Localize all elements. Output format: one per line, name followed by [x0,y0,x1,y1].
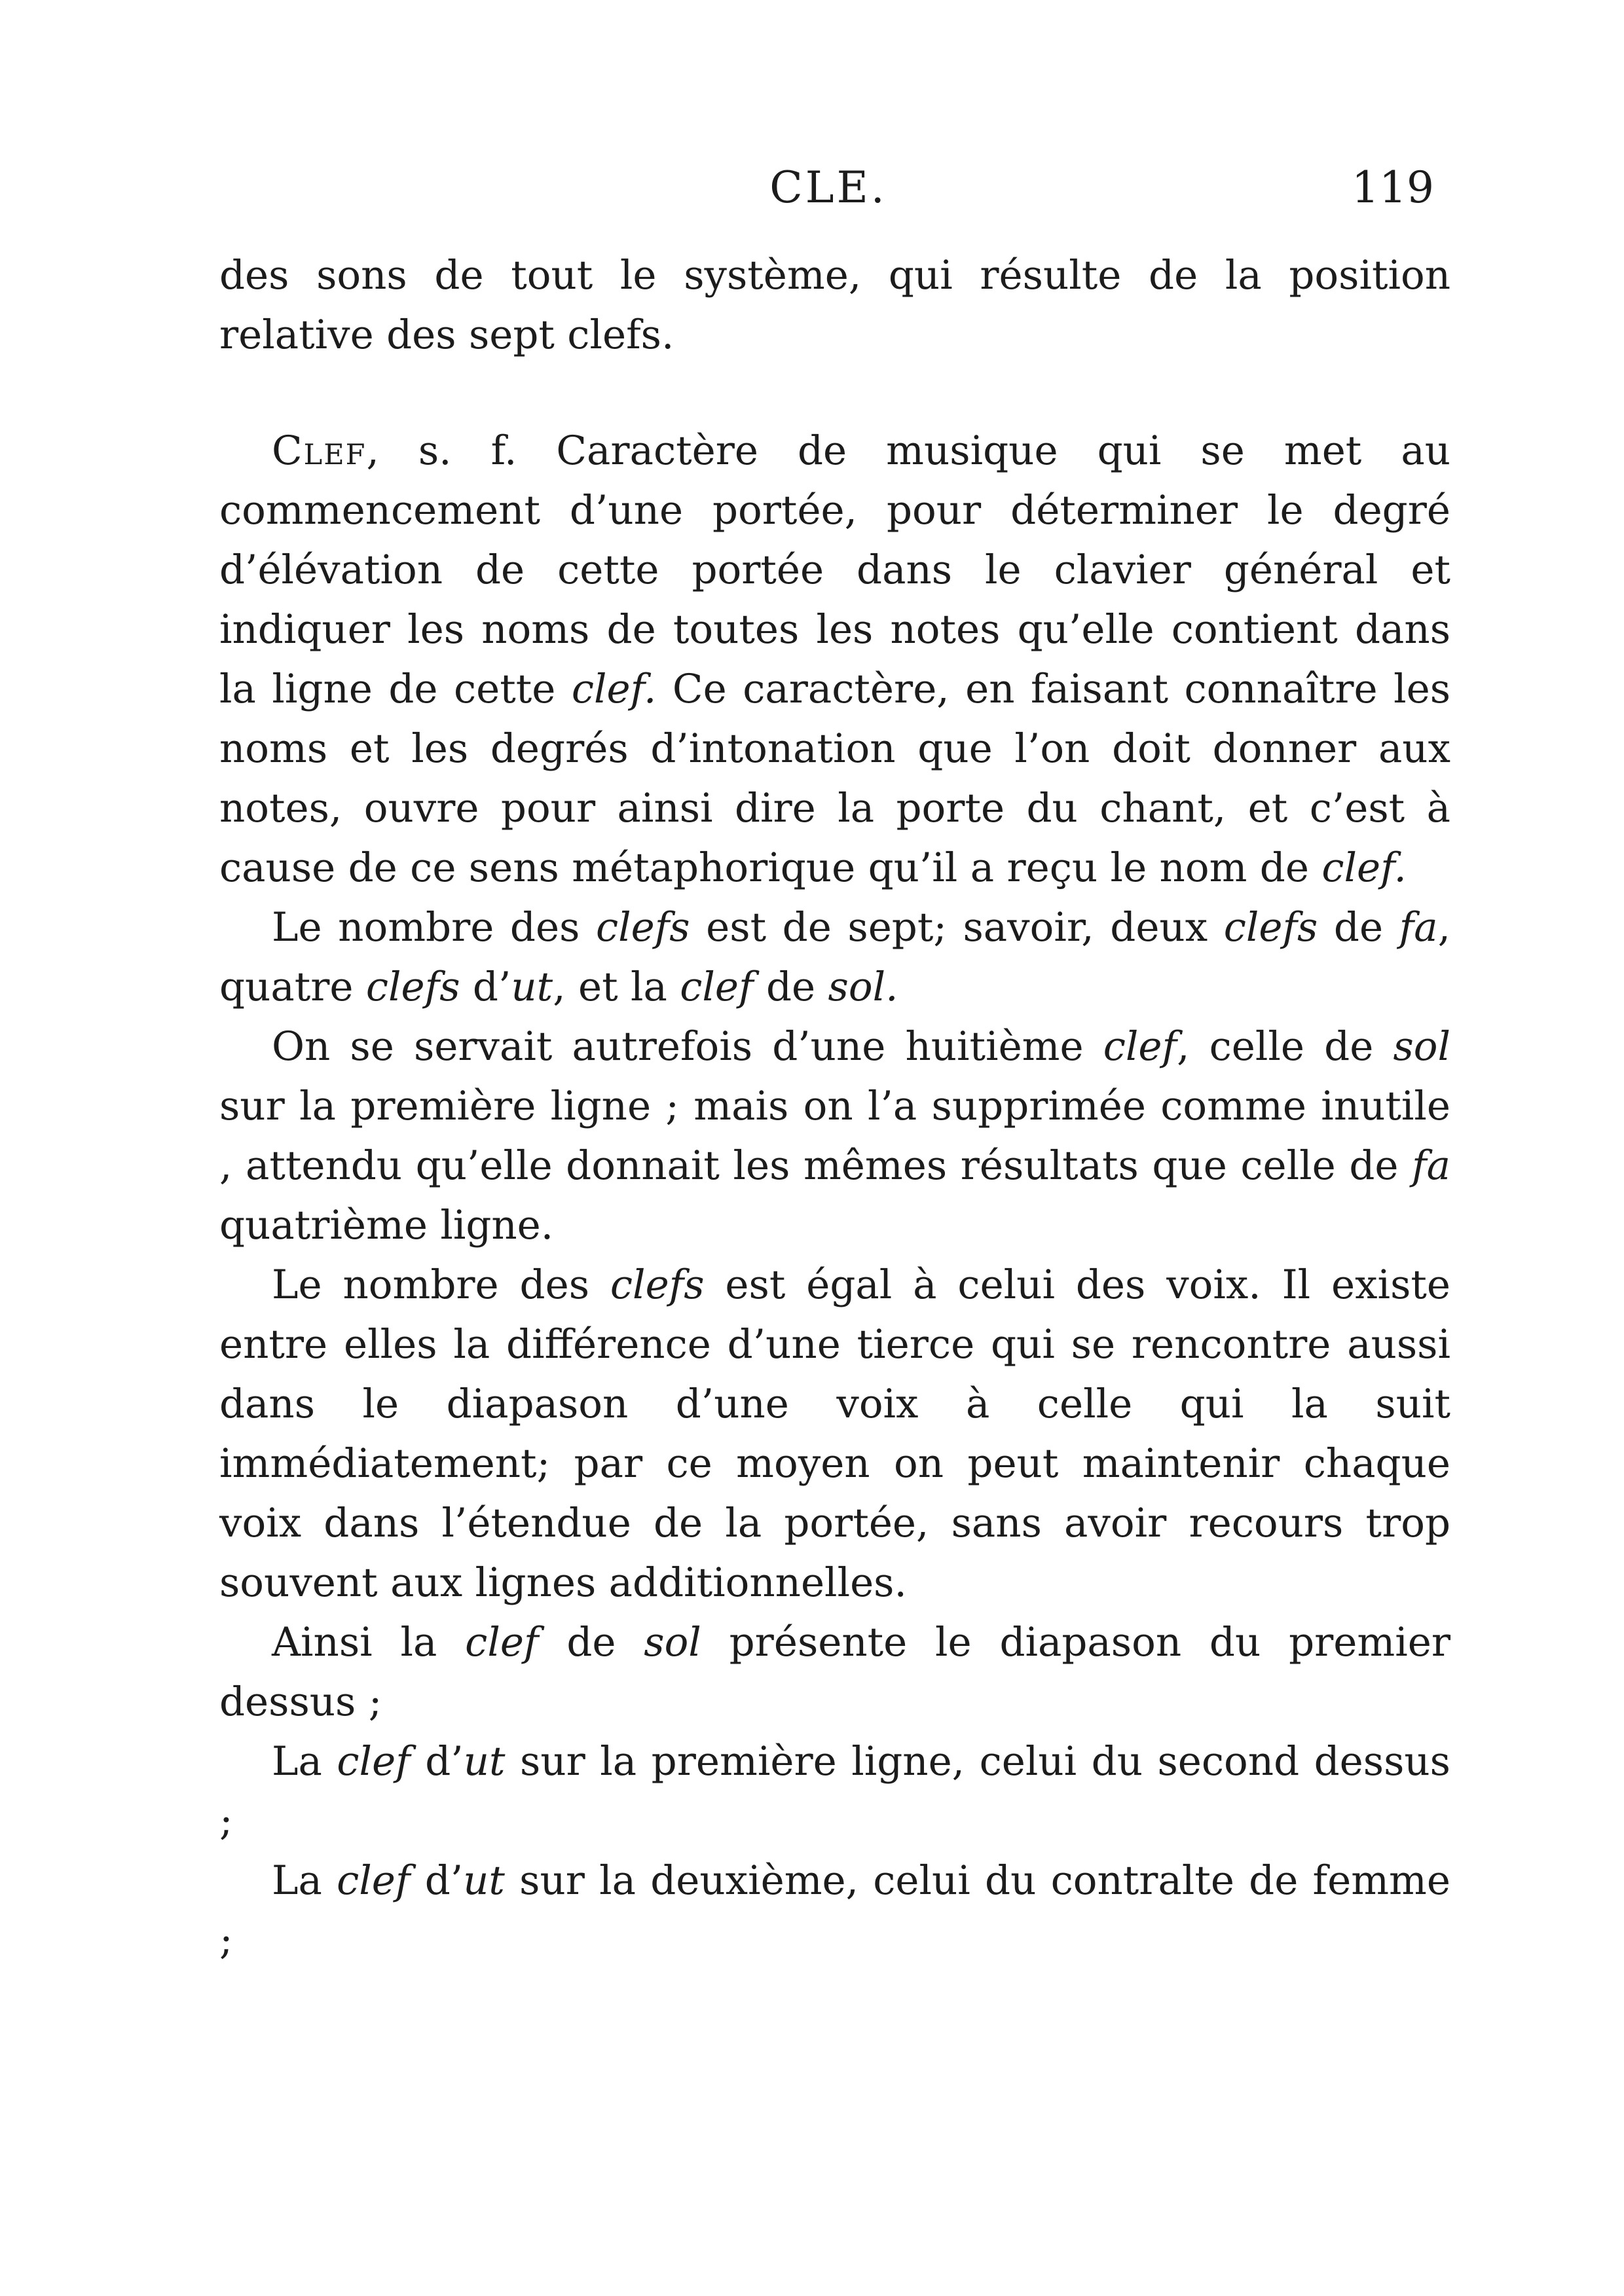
text-run: quatrième ligne. [219,1202,554,1248]
text-run: sur la première ligne ; mais on l’a supprimée comme inutile , attendu qu’elle donnait les mêmes résultats que celle de [219,1083,1450,1189]
text-run: de [753,964,828,1010]
italic-term: sol [1393,1023,1450,1070]
text-run: La [272,1857,337,1904]
text-run: d’ [410,1738,464,1785]
text-run: Ce caractère, en faisant connaître les noms et les degrés d’intonation que l’on doit donner aux notes, ouvre pour ainsi dire la porte du chant, et c’est à cause de ce sens métaphorique qu’il a reçu le nom de [219,666,1451,891]
text-run: Le nombre des [272,904,596,951]
text-run: d’ [460,964,511,1010]
italic-term: ut [511,964,553,1010]
italic-term: fa [1399,904,1438,951]
italic-term: clef. [1321,845,1407,891]
text-run: On se servait autrefois d’une huitième [272,1023,1103,1070]
text-run: est de sept; savoir, deux [690,904,1224,951]
text-run: Le nombre des [272,1262,610,1308]
italic-term: sol. [828,964,898,1010]
text-run: , et la [553,964,680,1010]
italic-term: clefs [610,1262,705,1308]
italic-term: clefs [365,964,460,1010]
paragraph-number-of-clefs [219,898,1450,1017]
italic-term: sol [644,1619,701,1666]
text-run: La [272,1738,337,1785]
text-run: sur la deuxième, celui du contralte de femme ; [219,1857,1450,1963]
text-run: de [538,1619,644,1666]
italic-term: clef [1103,1023,1177,1070]
italic-term: clefs [1223,904,1318,951]
paragraph-eighth-clef [219,1017,1450,1255]
running-head [223,162,1434,241]
paragraph-sol-clef [219,1613,1450,1732]
italic-term: ut [463,1738,506,1785]
text-run: d’ [410,1857,464,1904]
italic-term: clef [680,964,754,1010]
running-head-title: CLE. [769,162,887,213]
text-run: , celle de [1177,1023,1393,1070]
italic-term: clef. [571,666,657,712]
paragraph-clefs-and-voices [219,1255,1450,1613]
paragraph-ut-second-line [219,1851,1450,1970]
text-run: , quatre [219,904,1450,1010]
text-run: sur la première ligne, celui du second dessus ; [219,1738,1450,1844]
entry-headword: Clef [272,428,367,474]
italic-term: ut [463,1857,505,1904]
italic-term: clef [465,1619,539,1666]
text-run: présente le diapason du premier dessus ; [219,1619,1450,1725]
paragraph-clef-definition [219,421,1450,898]
text-run: est égal à celui des voix. Il existe entre elles la différence d’une tierce qui se rencontre aussi dans le diapason d’une voix à celle qui la suit immédiatement; par ce moyen on peut maintenir chaque voix dans l’étendue de la portée, sans avoir recours trop souvent aux lignes additionnelles. [219,1262,1450,1606]
italic-term: clefs [595,904,690,951]
paragraph-ut-first-line [219,1732,1450,1851]
text-run: des sons de tout le système, qui résulte de la position relative des sept clefs. [219,252,1450,358]
page-number: 119 [1352,162,1434,213]
italic-term: clef [337,1857,411,1904]
text-run: Ainsi la [272,1619,466,1666]
italic-term: fa [1412,1142,1450,1189]
text-run: de [1318,904,1399,951]
body-text [219,246,1450,1970]
paragraph-continuation [219,246,1450,365]
text-run: , s. f. Caractère de musique qui se met au commencement d’une portée, pour déterminer le degré d’élévation de cette portée dans le clavier général et indiquer les noms de toutes les notes qu’elle contient dans la ligne de cette [219,428,1450,712]
italic-term: clef [337,1738,411,1785]
